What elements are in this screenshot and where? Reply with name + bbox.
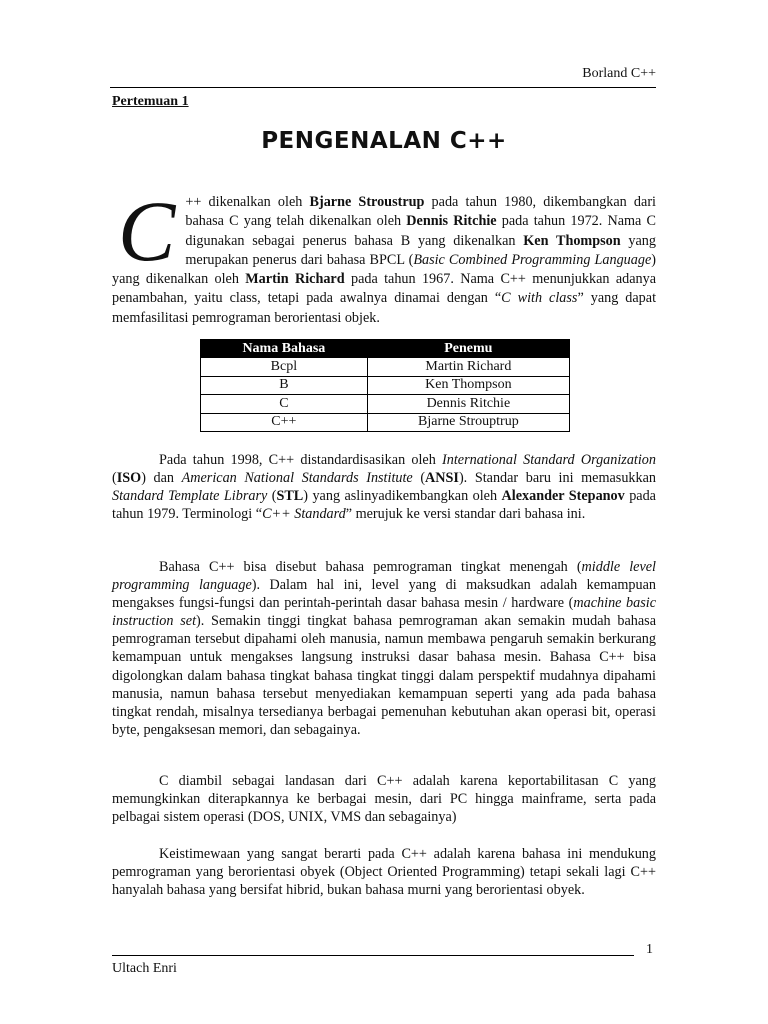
- bold-run: Dennis Ritchie: [406, 213, 497, 230]
- table-header-row: [201, 340, 570, 358]
- table-row: [201, 413, 570, 432]
- page-title: PENGENALAN C++: [261, 128, 507, 154]
- text-run: ) yang dikenalkan oleh: [112, 251, 656, 288]
- text-run: ” yang dapat memfasilitasi pemrograman berorientasi objek.: [112, 290, 657, 326]
- italic-run: C with class: [501, 290, 578, 307]
- paragraph-oop: Keistimewaan yang sangat berarti pada C++ adalah karena bahasa ini mendukung pemrograman yang berorientasi obyek (Object Oriented Programming) tetapi sekali lagi C++ hanyalah bahasa yang bersifat hibrid, bukan bahasa murni yang berorientasi obyek.: [112, 846, 656, 899]
- text-run: ) dan: [141, 470, 182, 487]
- bold-run: Ken Thompson: [523, 232, 621, 249]
- text-run: pada tahun 1972. Nama C digunakan sebagai penerus bahasa B yang dikenalkan: [185, 213, 656, 249]
- text-run: ++ dikenalkan oleh: [185, 194, 310, 210]
- italic-run: C++ Standard: [262, 506, 346, 523]
- running-header: Borland C++: [582, 66, 656, 81]
- text-run: Bahasa C++ bisa disebut bahasa pemrograman tingkat menengah (: [159, 559, 582, 575]
- text-run: yang merupakan penerus dari bahasa BPCL (: [185, 232, 656, 268]
- text-run: pada tahun 1980, dikembangkan dari bahasa C yang telah dikenalkan oleh: [185, 194, 656, 230]
- column-header-language: Nama Bahasa: [201, 340, 368, 358]
- table-row: [201, 395, 570, 414]
- bold-run: ISO: [116, 470, 142, 487]
- table-cell: Dennis Ritchie: [367, 395, 569, 414]
- italic-run: Standard Template Library: [112, 488, 268, 505]
- text-run: ). Dalam hal ini, level yang di maksudkan adalah kemampuan mengakses fungsi-fungsi dan perintah-perintah dasar bahasa mesin / hardware (: [112, 577, 656, 612]
- table-cell: C++: [201, 413, 368, 432]
- paragraph-portability: C diambil sebagai landasan dari C++ adalah karena keportabilitasan C yang memungkinkan diterapkannya ke berbagai mesin, dari PC hingga mainframe, serta pada pelbagai sistem operasi (DOS, UNIX, VMS dan sebagainya): [112, 773, 656, 826]
- text-run: (: [112, 470, 117, 487]
- text-run: ” merujuk ke versi standar dari bahasa ini.: [345, 506, 586, 523]
- bold-run: Alexander Stepanov: [501, 488, 625, 505]
- bold-run: Bjarne Stroustrup: [309, 194, 425, 210]
- italic-run: middle level programming language: [112, 559, 656, 594]
- text-run: (: [412, 470, 426, 487]
- italic-run: machine basic instruction set: [112, 595, 657, 630]
- bold-run: ANSI: [425, 470, 459, 487]
- text-run: (: [267, 488, 277, 505]
- table-cell: Martin Richard: [367, 358, 569, 377]
- text-run: pada tahun 1979. Terminologi “: [112, 488, 656, 523]
- table-cell: C: [201, 395, 368, 414]
- table-cell: Bjarne Strouptrup: [367, 413, 569, 432]
- bold-run: STL: [276, 488, 304, 505]
- footer-rule: [112, 955, 634, 956]
- footer-author: Ultach Enri: [112, 961, 177, 976]
- column-header-inventor: Penemu: [367, 340, 569, 358]
- text-run: ). Standar baru ini memasukkan: [458, 470, 656, 487]
- drop-cap: C: [118, 183, 176, 279]
- table-cell: Ken Thompson: [367, 376, 569, 395]
- italic-run: Basic Combined Programming Language: [413, 251, 652, 268]
- page-number: 1: [646, 942, 653, 957]
- text-run: Pada tahun 1998, C++ distandardisasikan oleh: [159, 452, 443, 468]
- lesson-label: Pertemuan 1: [112, 94, 189, 109]
- intro-paragraph: [112, 183, 657, 328]
- paragraph-standardization: [112, 451, 656, 523]
- text-run: pada tahun 1967. Nama C++ menunjukkan adanya penambahan, yaitu class, tetapi pada awalnya dinamai dengan “: [112, 271, 656, 307]
- italic-run: American National Standards Institute: [181, 470, 413, 487]
- table-cell: Bcpl: [201, 358, 368, 377]
- italic-run: International Standard Organization: [442, 452, 656, 468]
- header-rule: [110, 87, 656, 88]
- paragraph-level: [112, 558, 656, 739]
- table-row: [201, 358, 570, 377]
- text-run: ). Semakin tinggi tingkat bahasa pemrograman akan semakin mudah bahasa pemrograman tersebut dipahami oleh manusia, namun membawa pengaruh semakin berkurang kemampuan untuk mengakses langsung instruksi dasar bahasa mesin. Bahasa C++ bisa digolongkan dalam bahasa tingkat bahasa tingkat tinggi dalam perspektif mudahnya dipahami manusia, namun bahasa tersebut menyediakan kemampuan seperti yang ada pada bahasa tingkat rendah, misalnya tersedianya berbagai pemenuhan kebutuhan akan operasi bit, operasi byte, pengaksesan memori, dan sebagainya.: [112, 613, 656, 738]
- language-table: [200, 339, 570, 432]
- table-row: [201, 376, 570, 395]
- text-run: ) yang aslinyadikembangkan oleh: [303, 488, 502, 505]
- table-cell: B: [201, 376, 368, 395]
- bold-run: Martin Richard: [245, 271, 345, 288]
